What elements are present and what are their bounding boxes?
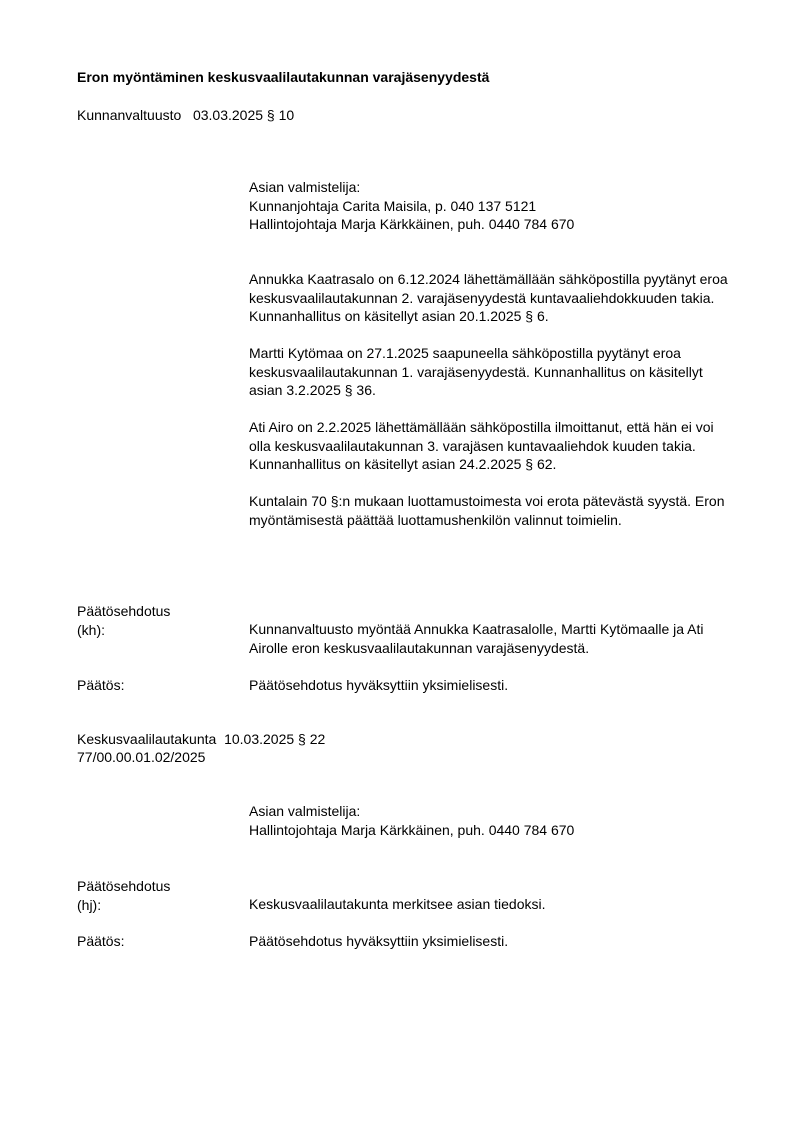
council-proposal-text: Kunnanvaltuusto myöntää Annukka Kaatrasalolle, Martti Kytömaalle ja Ati Airolle eron keskusvaalilautakunnan varajäsenyydestä. <box>249 621 704 656</box>
board-preparer-line-1: Hallintojohtaja Marja Kärkkäinen, puh. 0440 784 670 <box>249 821 575 838</box>
board-proposal-label-line-2: (hj): <box>77 896 102 913</box>
board-preparer-block <box>249 802 739 839</box>
council-paragraph-1: Annukka Kaatrasalo on 6.12.2024 lähettämällään sähköpostilla pyytänyt eroa keskusvaalilautakunnan 2. varajäsenyydestä kuntavaaliehdokkuuden takia. Kunnanhallitus on käsitellyt asian 20.1.2025 § 6. <box>249 271 728 324</box>
board-meeting-heading: Keskusvaalilautakunta 10.03.2025 § 22 <box>77 731 326 747</box>
board-proposal-label-line-1: Päätösehdotus <box>77 878 171 894</box>
council-decision-text: Päätösehdotus hyväksyttiin yksimielisesti. <box>249 677 509 693</box>
council-preparer-label: Asian valmistelija: <box>249 179 361 195</box>
board-proposal-text: Keskusvaalilautakunta merkitsee asian tiedoksi. <box>249 896 546 912</box>
council-proposal-label-line-1: Päätösehdotus <box>77 603 171 619</box>
board-decision-text: Päätösehdotus hyväksyttiin yksimielisesti. <box>249 933 509 949</box>
board-reference-number: 77/00.00.01.02/2025 <box>77 749 206 765</box>
council-paragraph-3: Ati Airo on 2.2.2025 lähettämällään sähköpostilla ilmoittanut, että hän ei voi olla keskusvaalilautakunnan 3. varajäsen kuntavaaliehdok kuuden takia. Kunnanhallitus on käsitellyt asian 24.2.2025 § 62. <box>249 419 714 472</box>
board-decision-label: Päätös: <box>77 933 125 949</box>
board-proposal-label <box>77 877 170 914</box>
council-decision-label: Päätös: <box>77 677 125 693</box>
council-preparer-line-1: Kunnanjohtaja Carita Maisila, p. 040 137 5121 <box>249 197 537 214</box>
council-proposal-label <box>77 602 170 639</box>
council-preparer-block <box>249 178 739 234</box>
council-paragraph-4: Kuntalain 70 §:n mukaan luottamustoimesta voi erota pätevästä syystä. Eron myöntämisestä päättää luottamushenkilön valinnut toimielin. <box>249 493 725 528</box>
council-proposal-label-line-2: (kh): <box>77 621 105 638</box>
council-meeting-heading: Kunnanvaltuusto 03.03.2025 § 10 <box>77 107 295 123</box>
council-description <box>249 270 739 529</box>
board-preparer-label: Asian valmistelija: <box>249 803 361 819</box>
document-title: Eron myöntäminen keskusvaalilautakunnan varajäsenyydestä <box>77 69 490 85</box>
council-preparer-line-2: Hallintojohtaja Marja Kärkkäinen, puh. 0440 784 670 <box>249 216 575 232</box>
council-paragraph-2: Martti Kytömaa on 27.1.2025 saapuneella sähköpostilla pyytänyt eroa keskusvaalilautakunnan 1. varajäsenyydestä. Kunnanhallitus on käsitellyt asian 3.2.2025 § 36. <box>249 345 703 398</box>
